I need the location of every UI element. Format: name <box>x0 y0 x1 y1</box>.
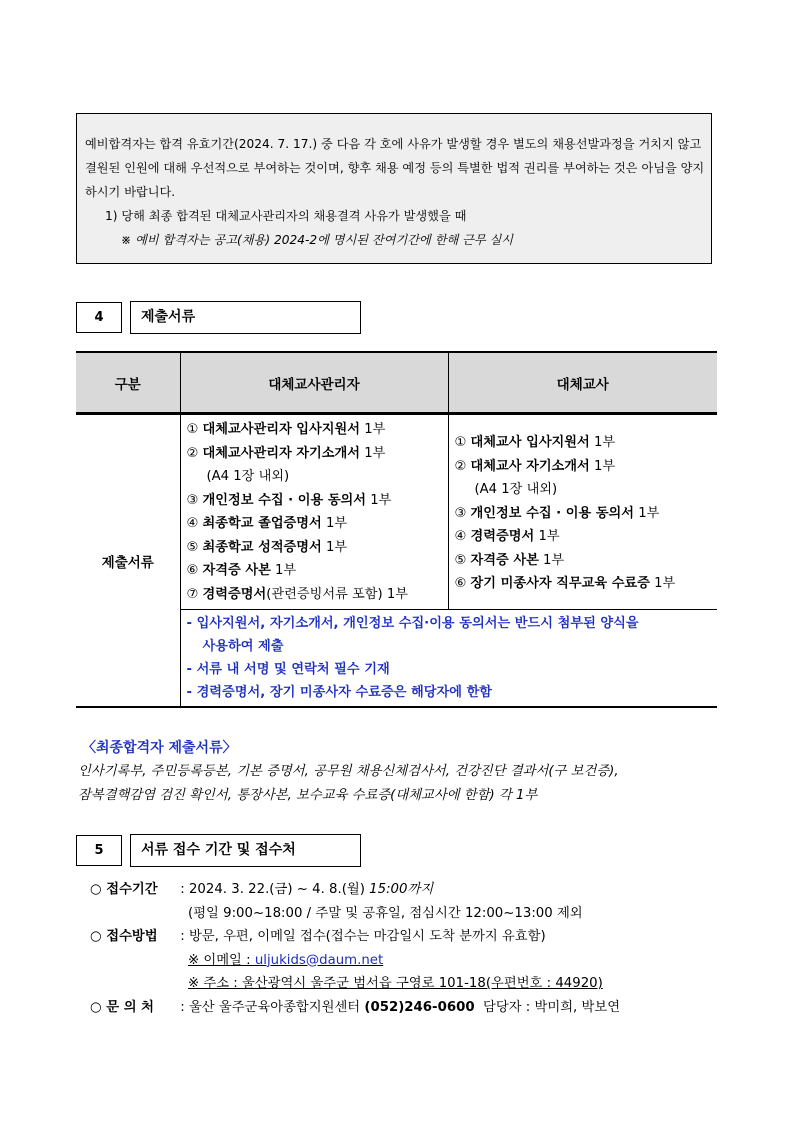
remarks-cell <box>180 610 717 708</box>
remark-3: - 경력증명서, 장기 미종사자 수료증은 해당자에 한함 <box>186 685 493 700</box>
doc-item <box>187 489 448 513</box>
doc-item-name: 경력증명서 <box>202 586 267 602</box>
doc-item <box>187 512 448 536</box>
doc-item-qty: 1부 <box>638 505 660 521</box>
table-header-row <box>76 352 717 414</box>
email-row <box>90 949 620 973</box>
contact-phone: (052)246-0600 <box>364 999 475 1015</box>
doc-item-sub: (A4 1장 내외) <box>474 482 558 497</box>
doc-item-name: 장기 미종사자 직무교육 수료증 <box>470 576 650 591</box>
doc-item-name: 대체교사 입사지원서 <box>470 435 590 450</box>
doc-item-qty: 1부 <box>325 516 348 531</box>
remark-1: - 입사지원서, 자기소개서, 개인정보 수집·이용 동의서는 반드시 첨부된 양식을 <box>186 616 639 631</box>
header-category: 구분 <box>76 352 180 414</box>
doc-item-name: 자격증 사본 <box>470 552 539 568</box>
method-label: ○ 접수방법 <box>90 929 158 944</box>
doc-item-name: 최종학교 성적증명서 <box>202 539 322 555</box>
doc-item-name: 대체교사 자기소개서 <box>470 458 590 474</box>
period-label: ○ 접수기간 <box>90 882 158 897</box>
notice-note: ※ 예비 합격자는 공고(채용) 2024-2에 명시된 잔여기간에 한해 근무 실시 <box>121 233 514 247</box>
final-docs-line-2: 잠복결핵감염 검진 확인서, 통장사본, 보수교육 수료증(대체교사에 한함) 각 1부 <box>78 787 538 803</box>
doc-item-name: 대체교사관리자 입사지원서 <box>202 422 360 437</box>
doc-item-mark: ② <box>186 445 199 461</box>
doc-item-qty: 1부 <box>593 435 616 450</box>
row-label: 제출서류 <box>76 414 180 708</box>
remark-2: - 서류 내 서명 및 연락처 필수 기재 <box>186 662 390 677</box>
final-docs-line-1: 인사기록부, 주민등록등본, 기본 증명서, 공무원 채용신체검사서, 건강진단 결과서(구 보건증), <box>78 764 619 779</box>
method-value: : 방문, 우편, 이메일 접수(접수는 마감일시 도착 분까지 유효함) <box>180 929 546 944</box>
doc-item-name: 대체교사관리자 자기소개서 <box>202 445 360 461</box>
manager-docs-cell <box>180 414 448 610</box>
doc-item <box>187 442 448 466</box>
period-row <box>90 878 620 902</box>
doc-item-mark: ② <box>454 458 467 474</box>
doc-item <box>455 572 718 596</box>
doc-item <box>187 559 448 583</box>
doc-item <box>455 549 718 573</box>
period-sub: (평일 9:00~18:00 / 주말 및 공휴일, 점심시간 12:00~13:00 제외 <box>188 905 583 921</box>
doc-item <box>455 431 718 455</box>
doc-item-mark: ⑤ <box>454 552 467 568</box>
manager-docs-list <box>181 415 448 609</box>
doc-item-qty: 1부 <box>654 576 676 591</box>
doc-item-sub: (A4 1장 내외) <box>206 469 290 484</box>
doc-item-mark: ⑥ <box>454 576 467 591</box>
documents-table <box>76 351 717 708</box>
doc-item <box>187 536 448 560</box>
doc-item-qty: 1부 <box>593 458 616 474</box>
doc-item-mark: ⑦ <box>186 586 199 602</box>
doc-item <box>187 583 448 607</box>
doc-item-qty: 1부 <box>364 422 386 437</box>
doc-item-qty: 1부 <box>370 492 392 508</box>
preliminary-notice-box <box>76 113 712 264</box>
final-docs-body <box>78 760 728 807</box>
doc-item-mark: ④ <box>186 516 199 531</box>
section-5-number: 5 <box>76 835 122 866</box>
doc-item-mark: ⑥ <box>186 563 199 578</box>
teacher-docs-list <box>449 415 718 599</box>
doc-item <box>455 525 718 549</box>
final-docs-heading: 〈최종합격자 제출서류〉 <box>82 740 237 756</box>
doc-item-mark: ③ <box>454 505 467 521</box>
doc-item-mark: ④ <box>454 529 467 544</box>
doc-item-name: 개인정보 수집 · 이용 동의서 <box>202 492 367 508</box>
submission-info <box>90 878 620 1019</box>
doc-item-mark: ① <box>454 435 467 450</box>
doc-item-name: 경력증명서 <box>470 529 535 544</box>
remark-1-cont: 사용하여 제출 <box>202 639 284 654</box>
doc-item-qty: 1부 <box>275 563 297 578</box>
doc-item-name: 최종학교 졸업증명서 <box>202 516 322 531</box>
section-4-title: 제출서류 <box>130 301 361 334</box>
doc-item <box>455 455 718 479</box>
doc-item-qty: 1부 <box>325 539 348 555</box>
contact-label: ○ 문 의 처 <box>90 999 155 1015</box>
doc-item-qty: 1부 <box>543 552 565 568</box>
email-link[interactable]: uljukids@daum.net <box>254 952 384 968</box>
table-row <box>76 414 717 610</box>
header-teacher: 대체교사 <box>448 352 717 414</box>
period-value: : 2024. 3. 22.(금) ~ 4. 8.(월) <box>180 882 370 897</box>
doc-item-name: 자격증 사본 <box>202 563 271 578</box>
doc-item <box>455 502 718 526</box>
doc-item <box>187 418 448 442</box>
doc-item-extra: (관련증빙서류 포함) <box>266 586 383 602</box>
teacher-docs-cell <box>448 414 717 610</box>
method-row <box>90 925 620 949</box>
header-manager: 대체교사관리자 <box>180 352 448 414</box>
doc-item-qty: 1부 <box>386 586 408 602</box>
doc-item-mark: ⑤ <box>186 539 199 555</box>
contact-row <box>90 996 620 1020</box>
notice-paragraph: 예비합격자는 합격 유효기간(2024. 7. 17.) 중 다음 각 호에 사유가 발생할 경우 별도의 채용선발과정을 거치지 않고 결원된 인원에 대해 우선적으로 부여하는 것이며, 향후 채용 예정 등의 특별한 법적 권리를 부여하는 것은 아님을 양지하시기 바랍니다. <box>85 137 705 199</box>
address-row: ※ 주소 : 울산광역시 울주군 범서읍 구영로 101-18(우편번호 : 44920) <box>188 976 603 991</box>
doc-item-mark: ① <box>186 422 199 437</box>
doc-item-mark: ③ <box>186 492 199 508</box>
notice-item-1: 1) 당해 최종 합격된 대체교사관리자의 채용결격 사유가 발생했을 때 <box>105 209 467 223</box>
contact-person: 담당자 : 박미희, 박보연 <box>474 999 621 1015</box>
doc-item-qty: 1부 <box>364 445 386 461</box>
doc-item-qty: 1부 <box>538 529 560 544</box>
email-prefix: ※ 이메일 : <box>188 952 255 968</box>
contact-org: : 울산 울주군육아종합지원센터 <box>180 999 365 1015</box>
period-time: 15:00까지 <box>369 882 434 897</box>
section-5-title: 서류 접수 기간 및 접수처 <box>130 834 361 867</box>
section-4-number: 4 <box>76 302 122 333</box>
doc-item-name: 개인정보 수집 · 이용 동의서 <box>470 505 635 521</box>
